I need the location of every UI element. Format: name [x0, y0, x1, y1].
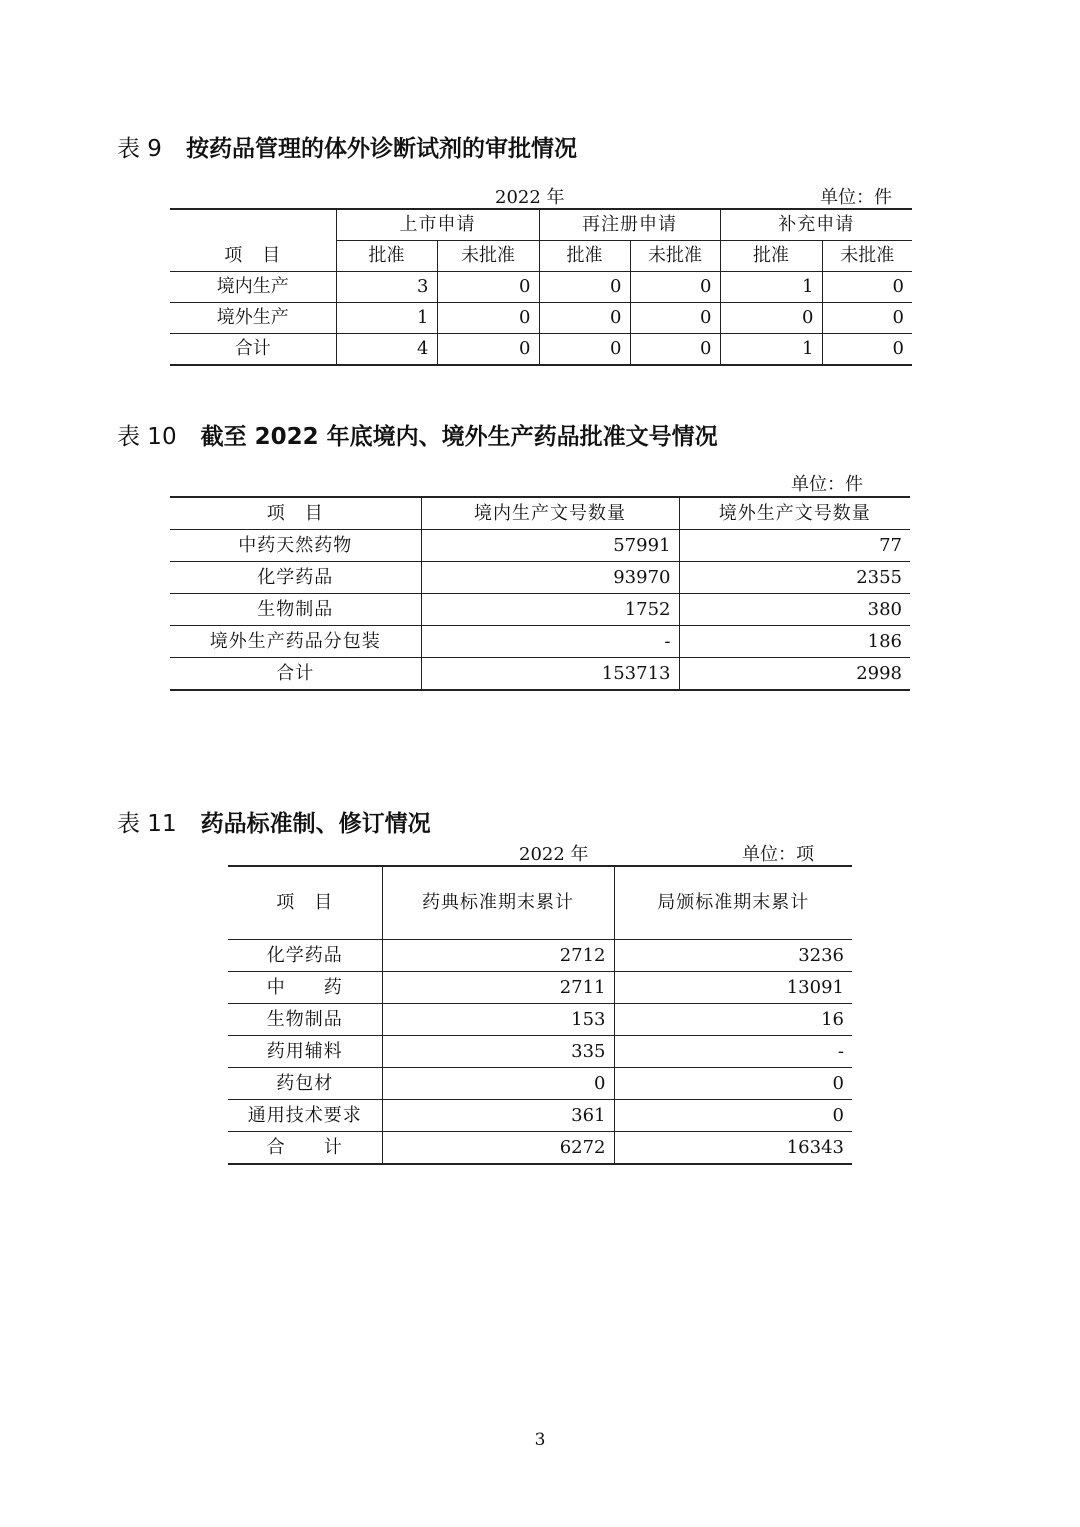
cell: 16 [614, 1004, 852, 1036]
table9-sub-header: 批准 [720, 241, 822, 272]
table-row [228, 1132, 852, 1165]
table-row [228, 1036, 852, 1068]
cell: 0 [614, 1068, 852, 1100]
table9-caption [117, 130, 577, 163]
cell: 380 [679, 594, 910, 626]
table-row [228, 1068, 852, 1100]
cell: 2712 [382, 940, 614, 972]
cell: 153 [382, 1004, 614, 1036]
cell: 0 [630, 272, 720, 303]
row-label: 通用技术要求 [228, 1100, 382, 1132]
row-label: 中 药 [228, 972, 382, 1004]
table-row [170, 658, 910, 691]
table9-unit: 单位：件 [820, 187, 892, 208]
cell: 361 [382, 1100, 614, 1132]
table10-title: 截至 2022 年底境内、境外生产药品批准文号情况 [200, 424, 718, 450]
row-label: 中药天然药物 [170, 530, 421, 562]
table9-group-header: 补充申请 [720, 209, 912, 241]
cell: 2998 [679, 658, 910, 691]
cell: - [421, 626, 679, 658]
cell: 0 [822, 272, 912, 303]
cell: 1 [336, 303, 437, 334]
cell: 16343 [614, 1132, 852, 1165]
table9-sub-header: 未批准 [630, 241, 720, 272]
cell: 335 [382, 1036, 614, 1068]
column-header: 药典标准期末累计 [382, 866, 614, 940]
cell: 77 [679, 530, 910, 562]
table9-sub-header: 未批准 [437, 241, 539, 272]
table9-group-header: 再注册申请 [539, 209, 720, 241]
table11-caption [117, 805, 431, 838]
table-row [170, 334, 912, 366]
table9-year: 2022 年 [495, 187, 565, 208]
cell: 186 [679, 626, 910, 658]
row-label: 药包材 [228, 1068, 382, 1100]
cell: 0 [630, 303, 720, 334]
cell: 1 [720, 334, 822, 366]
cell: 1752 [421, 594, 679, 626]
table11-year: 2022 年 [519, 844, 589, 865]
column-header: 项 目 [228, 866, 382, 940]
row-label: 境外生产药品分包装 [170, 626, 421, 658]
cell: 57991 [421, 530, 679, 562]
table9 [170, 208, 912, 366]
table11-title: 药品标准制、修订情况 [200, 811, 431, 837]
cell: 0 [382, 1068, 614, 1100]
table9-sub-header: 批准 [539, 241, 630, 272]
column-header: 境内生产文号数量 [421, 497, 679, 530]
table-row [170, 272, 912, 303]
table11-number: 表 11 [117, 811, 177, 837]
table9-item-header: 项 目 [170, 241, 336, 272]
table11 [228, 865, 852, 1165]
table11-unit: 单位：项 [742, 844, 814, 865]
table9-sub-header: 批准 [336, 241, 437, 272]
table-row [228, 940, 852, 972]
table9-corner [170, 209, 336, 241]
cell: 153713 [421, 658, 679, 691]
table10-unit: 单位：件 [791, 474, 863, 495]
row-label: 境内生产 [170, 272, 336, 303]
cell: 1 [720, 272, 822, 303]
table9-number: 表 9 [117, 136, 162, 162]
cell: 0 [630, 334, 720, 366]
cell: 0 [437, 303, 539, 334]
cell: 0 [822, 303, 912, 334]
cell: 2711 [382, 972, 614, 1004]
cell: 0 [437, 334, 539, 366]
cell: 0 [539, 303, 630, 334]
cell: 13091 [614, 972, 852, 1004]
cell: 3236 [614, 940, 852, 972]
table-row [228, 1100, 852, 1132]
row-label: 药用辅料 [228, 1036, 382, 1068]
cell: - [614, 1036, 852, 1068]
cell: 0 [822, 334, 912, 366]
table10 [170, 496, 910, 691]
cell: 0 [539, 272, 630, 303]
table-row [170, 594, 910, 626]
row-label: 合计 [170, 658, 421, 691]
table-row [228, 1004, 852, 1036]
row-label: 合 计 [228, 1132, 382, 1165]
row-label: 境外生产 [170, 303, 336, 334]
table-row [170, 303, 912, 334]
cell: 93970 [421, 562, 679, 594]
cell: 6272 [382, 1132, 614, 1165]
column-header: 局颁标准期末累计 [614, 866, 852, 940]
table-row [170, 562, 910, 594]
page-number: 3 [534, 1430, 546, 1450]
table-row [170, 626, 910, 658]
table9-sub-header: 未批准 [822, 241, 912, 272]
table10-caption [117, 418, 718, 451]
cell: 0 [437, 272, 539, 303]
cell: 3 [336, 272, 437, 303]
cell: 0 [539, 334, 630, 366]
table9-title: 按药品管理的体外诊断试剂的审批情况 [185, 136, 577, 162]
cell: 4 [336, 334, 437, 366]
table10-number: 表 10 [117, 424, 177, 450]
row-label: 生物制品 [228, 1004, 382, 1036]
row-label: 化学药品 [170, 562, 421, 594]
cell: 0 [720, 303, 822, 334]
cell: 0 [614, 1100, 852, 1132]
table-row [170, 530, 910, 562]
column-header: 境外生产文号数量 [679, 497, 910, 530]
row-label: 合计 [170, 334, 336, 366]
cell: 2355 [679, 562, 910, 594]
table9-group-header: 上市申请 [336, 209, 539, 241]
column-header: 项 目 [170, 497, 421, 530]
row-label: 生物制品 [170, 594, 421, 626]
row-label: 化学药品 [228, 940, 382, 972]
table-row [228, 972, 852, 1004]
